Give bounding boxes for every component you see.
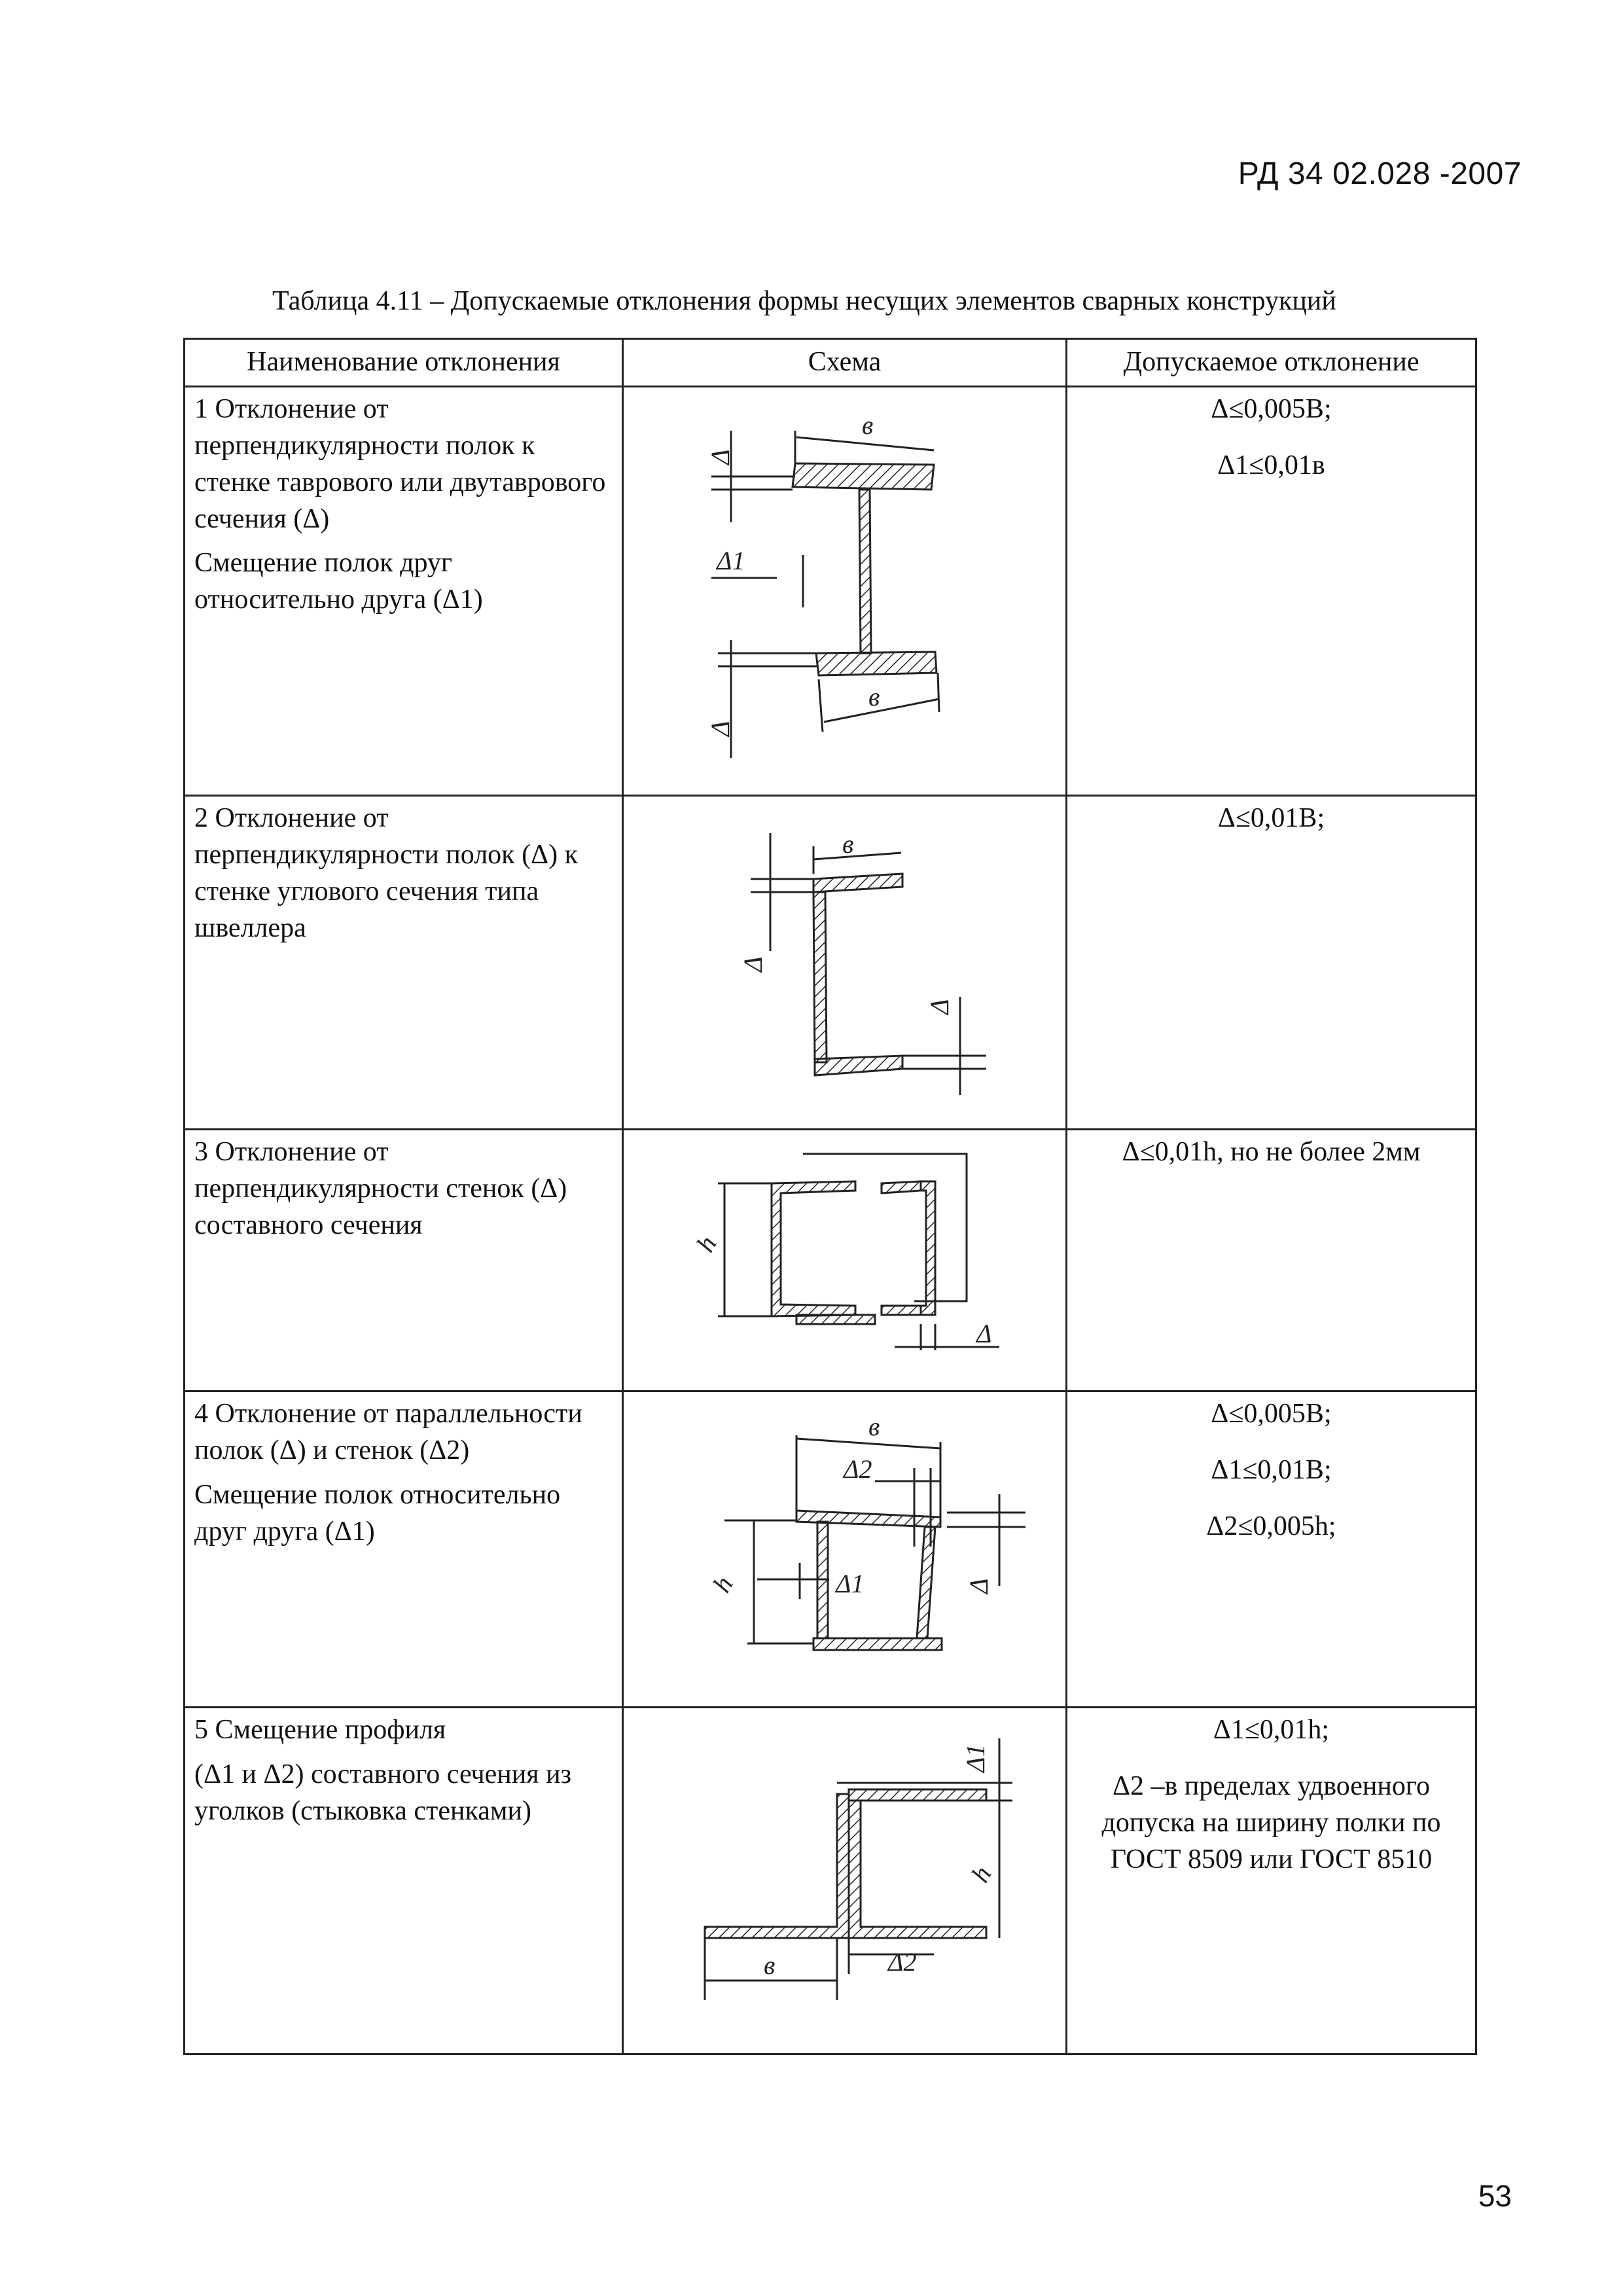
scheme-label: в — [868, 682, 880, 711]
scheme-label: в — [862, 410, 874, 440]
scheme-label: Δ1 — [836, 1569, 865, 1598]
deviation-name: Смещение полок относительно друг друга (Δ1) — [194, 1479, 561, 1547]
deviation-name-cell — [185, 387, 623, 796]
scheme-cell — [623, 1391, 1067, 1708]
tolerance-value: Δ1≤0,01В; — [1211, 1454, 1332, 1485]
scheme-label: Δ — [925, 999, 954, 1014]
tolerance-table — [183, 338, 1477, 2055]
tolerance-cell — [1067, 1130, 1476, 1391]
scheme-label: в — [842, 829, 854, 859]
angle-section-scheme — [633, 1712, 1074, 2049]
deviation-name-cell — [185, 1708, 623, 2054]
scheme-label: h — [965, 1861, 997, 1888]
table-row — [185, 796, 1476, 1130]
document-code: РД 34 02.028 -2007 — [1238, 156, 1522, 191]
tolerance-cell — [1067, 387, 1476, 796]
table-row — [185, 1130, 1476, 1391]
tolerance-value: Δ1≤0,01в — [1217, 450, 1325, 480]
table-caption: Таблица 4.11 – Допускаемые отклонения формы несущих элементов сварных конструкций — [272, 286, 1336, 316]
parallel-flanges-scheme — [633, 1396, 1074, 1702]
table-row — [185, 387, 1476, 796]
scheme-label: Δ2 — [844, 1454, 872, 1484]
scheme-cell — [623, 387, 1067, 796]
tolerance-cell — [1067, 1708, 1476, 2054]
deviation-name: Смещение полок друг относительно друга (Δ1) — [194, 548, 483, 615]
i-beam-scheme — [633, 391, 1074, 791]
tolerance-value: Δ1≤0,01h; — [1213, 1715, 1330, 1745]
table-row — [185, 1708, 1476, 2054]
channel-scheme — [633, 800, 1074, 1124]
scheme-cell — [623, 1708, 1067, 2054]
deviation-name: 1 Отклонение от перпендикулярности полок к стенке таврового или двутаврового сечения (Δ) — [194, 394, 606, 534]
table-header-row — [185, 339, 1476, 387]
tolerance-value: Δ2 –в пределах удвоенного допуска на ширину полки по ГОСТ 8509 или ГОСТ 8510 — [1101, 1770, 1441, 1874]
tolerance-value: Δ≤0,01В; — [1217, 803, 1325, 833]
deviation-name: 4 Отклонение от параллельности полок (Δ) и стенок (Δ2) — [194, 1399, 582, 1465]
tolerance-cell — [1067, 1391, 1476, 1708]
deviation-name: (Δ1 и Δ2) составного сечения из уголков (стыковка стенками) — [194, 1759, 572, 1826]
deviation-name: 2 Отклонение от перпендикулярности полок (Δ) к стенке углового сечения типа швеллера — [194, 803, 578, 943]
scheme-label: в — [868, 1412, 880, 1441]
scheme-cell — [623, 796, 1067, 1130]
scheme-label: Δ — [738, 956, 768, 972]
scheme-label: Δ2 — [888, 1947, 917, 1977]
scheme-label: в — [764, 1950, 776, 1980]
tolerance-value: Δ≤0,005В; — [1211, 394, 1332, 424]
tolerance-cell — [1067, 796, 1476, 1130]
column-header-scheme: Схема — [623, 339, 1067, 387]
deviation-name-cell — [185, 1391, 623, 1708]
page-number: 53 — [1478, 2179, 1512, 2213]
deviation-name: 3 Отклонение от перпендикулярности стенок (Δ) составного сечения — [194, 1137, 567, 1240]
tolerance-value: Δ≤0,01h, но не более 2мм — [1122, 1137, 1421, 1167]
scheme-label: Δ — [976, 1319, 992, 1348]
scheme-label: Δ1 — [961, 1744, 990, 1772]
scheme-cell — [623, 1130, 1067, 1391]
tolerance-value: Δ≤0,005В; — [1211, 1399, 1332, 1429]
table-row — [185, 1391, 1476, 1708]
scheme-label: Δ1 — [717, 546, 745, 575]
scheme-label: h — [706, 1571, 739, 1598]
scheme-label: h — [690, 1230, 722, 1257]
scheme-label: Δ — [705, 449, 735, 465]
box-section-scheme — [633, 1134, 1074, 1386]
deviation-name-cell — [185, 796, 623, 1130]
deviation-name-cell — [185, 1130, 623, 1391]
scheme-label: Δ — [705, 721, 735, 736]
deviation-name: 5 Смещение профиля — [194, 1715, 446, 1745]
tolerance-value: Δ2≤0,005h; — [1206, 1511, 1336, 1541]
column-header-tolerance: Допускаемое отклонение — [1067, 339, 1476, 387]
column-header-name: Наименование отклонения — [185, 339, 623, 387]
scheme-label: Δ — [964, 1578, 993, 1594]
